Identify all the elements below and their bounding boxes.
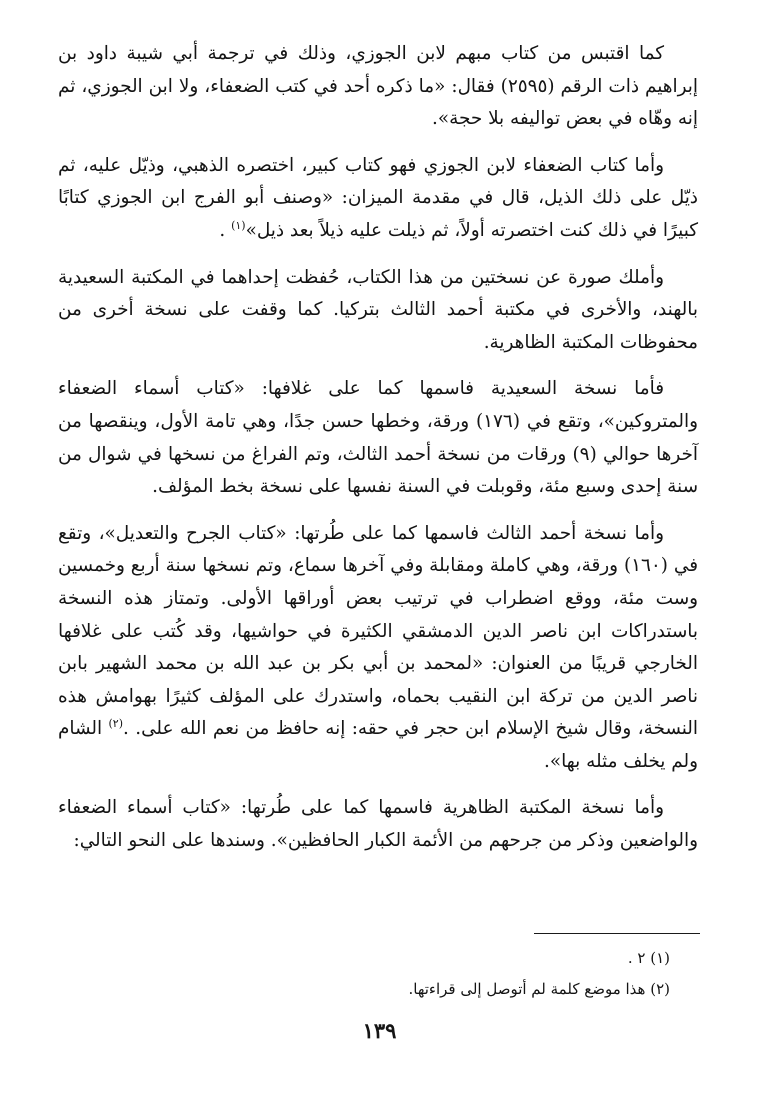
paragraph-text-end: . — [219, 219, 226, 241]
paragraph-text-end: الشام ولم يخلف مثله بها». — [58, 718, 698, 772]
footnote-2: (٢) هذا موضع كلمة لم أتوصل إلى قراءتها. — [408, 980, 670, 998]
footnote-ref-2: (٢) — [108, 717, 123, 731]
footnote-1: (١) ٢ . — [627, 949, 670, 967]
paragraph-text: فأما نسخة السعيدية فاسمها كما على غلافها: «كتاب أسماء الضعفاء والمتروكين»، وتقع في (١٧٦) ورقة، وخطها حسن جدًا، وهي تامة الأول، وينقصها من آخرها حوالي (٩) ورقات من نسخة أحمد الثالث، وتم الفراغ من نسخها في شوال من سنة إحدى وسبع مئة، وقوبلت في السنة نفسها على نسخة بخط المؤلف. — [58, 378, 699, 498]
footnote-divider — [534, 933, 700, 934]
paragraph-2 — [58, 150, 698, 248]
paragraph-text: كما اقتبس من كتاب مبهم لابن الجوزي، وذلك في ترجمة أبي شيبة داود بن إبراهيم ذات الرقم (٢٥٩٥) فقال: «ما ذكره أحد في كتب الضعفاء، ولا ابن الجوزي، ثم إنه وهّاه في بعض تواليفه بلا حجة». — [58, 43, 698, 130]
page-number: ١٣٩ — [362, 1018, 397, 1043]
paragraph-1 — [58, 38, 698, 136]
paragraph-4 — [58, 373, 698, 503]
paragraph-6 — [58, 792, 698, 857]
footnote-ref-1: (١) — [231, 218, 246, 232]
paragraph-5 — [58, 518, 698, 779]
paragraph-3 — [58, 262, 698, 360]
footnotes — [58, 943, 698, 1005]
paragraph-text: وأما نسخة أحمد الثالث فاسمها كما على طُرتها: «كتاب الجرح والتعديل»، وتقع في (١٦٠) ورقة، وهي كاملة ومقابلة وفي آخرها سماع، وتم نسخها سنة أربع وخمسين وست مئة، ووقع اضطراب في ترتيب بعض أوراقها الأولى. وتمتاز هذه النسخة باستدراكات ابن ناصر الدين الدمشقي الكثيرة في حواشيها، وقد كُتب على غلافها الخارجي قريبًا من العنوان: «لمحمد بن أبي بكر بن عبد الله بن محمد الشهير بابن ناصر الدين من تركة ابن النقيب بحماه، واستدرك على المؤلف كثيرًا بهوامش هذه النسخة، وقال شيخ الإسلام ابن حجر في حقه: إنه حافظ من نعم الله على. . — [58, 522, 698, 740]
paragraph-text: وأما نسخة المكتبة الظاهرية فاسمها كما على طُرتها: «كتاب أسماء الضعفاء والواضعين وذكر من جرحهم من الأئمة الكبار الحافظين». وسندها على النحو التالي: — [58, 797, 698, 852]
main-text — [58, 38, 698, 872]
paragraph-text: وأملك صورة عن نسختين من هذا الكتاب، حُفظت إحداهما في المكتبة السعيدية بالهند، والأخرى في مكتبة أحمد الثالث بتركيا. كما وقفت على نسخة أخرى من محفوظات المكتبة الظاهرية. — [58, 266, 698, 353]
paragraph-text: وأما كتاب الضعفاء لابن الجوزي فهو كتاب كبير، اختصره الذهبي، وذيّل عليه، ثم ذيّل على ذلك الذيل، قال في مقدمة الميزان: «وصنف أبو الفرج ابن الجوزي كتابًا كبيرًا في ذلك كنت اختصرته أولاً، ثم ذيلت عليه ذيلاً بعد ذيل» — [58, 154, 698, 241]
